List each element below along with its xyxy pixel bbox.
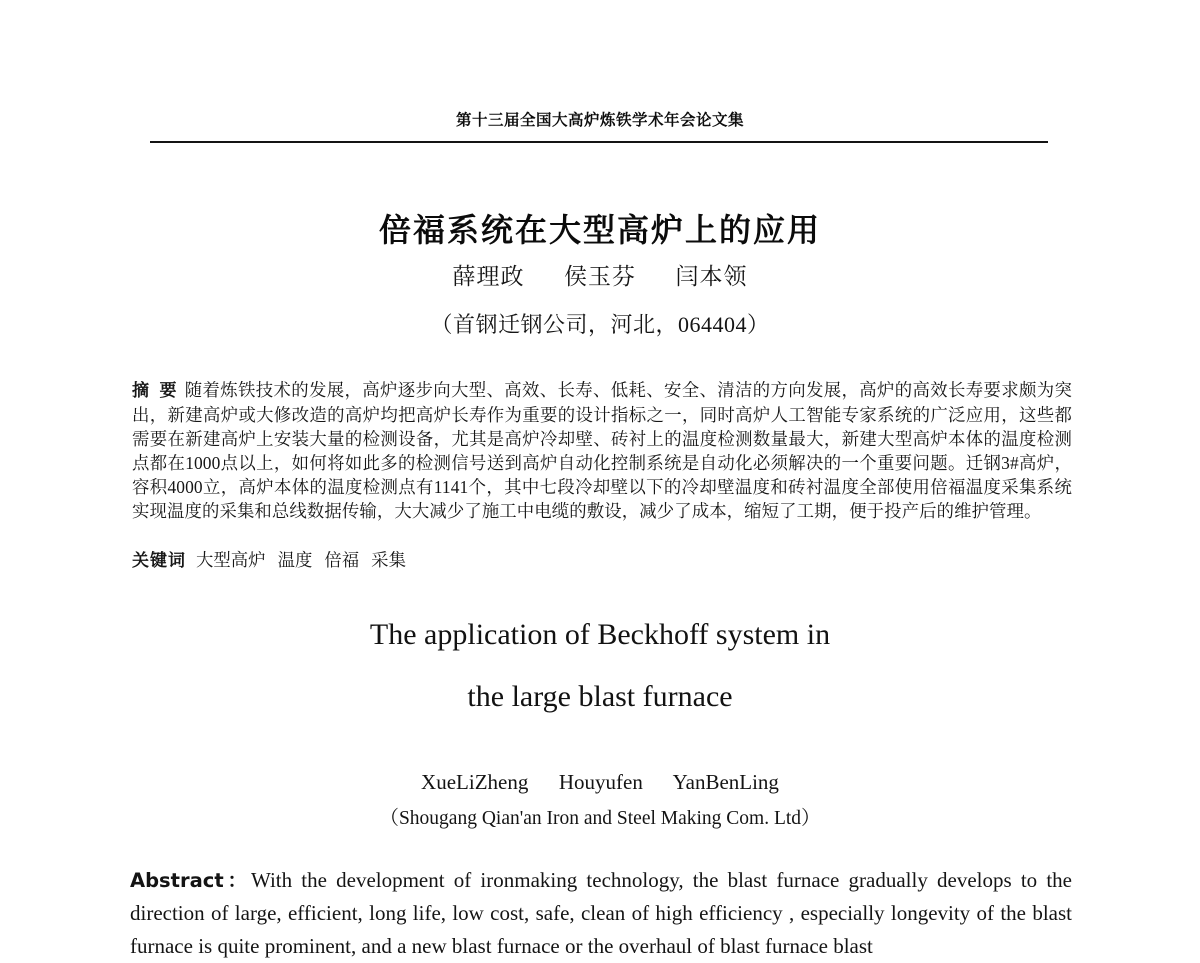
keyword-item: 采集 bbox=[371, 550, 406, 570]
author-name: 侯玉芬 bbox=[564, 264, 636, 289]
keywords-label-chinese: 关键词 bbox=[132, 551, 186, 571]
abstract-label-chinese: 摘 要 bbox=[132, 381, 179, 401]
header-divider-rule bbox=[150, 141, 1048, 143]
author-name: 闫本领 bbox=[675, 264, 748, 289]
keyword-item: 温度 bbox=[277, 550, 313, 570]
page-title-chinese: 倍福系统在大型高炉上的应用 bbox=[378, 211, 821, 250]
abstract-body-english: With the development of ironmaking technology, the blast furnace gradually develops to the direction of large, efficient, long life, low cost, safe, clean of high efficiency , especially longevity of the blast furnace is quite prominent, and a new blast furnace or the overhaul of blast furnace blast bbox=[130, 868, 1072, 958]
keyword-item: 倍福 bbox=[324, 550, 360, 570]
abstract-english bbox=[130, 864, 1072, 963]
affiliation-english: （Shougang Qian'an Iron and Steel Making Com. Ltd） bbox=[379, 808, 821, 829]
author-name: Houyufen bbox=[558, 770, 643, 794]
keywords-chinese bbox=[132, 548, 1072, 573]
abstract-chinese bbox=[132, 378, 1072, 524]
author-name: XueLiZheng bbox=[421, 770, 529, 794]
author-list-english bbox=[0, 770, 1200, 795]
author-name: 薛理政 bbox=[452, 264, 525, 289]
abstract-body-chinese: 随着炼铁技术的发展，高炉逐步向大型、高效、长寿、低耗、安全、清洁的方向发展，高炉的高效长寿要求颇为突出，新建高炉或大修改造的高炉均把高炉长寿作为重要的设计指标之一，同时高炉人工智能专家系统的广泛应用，这些都需要在新建高炉上安装大量的检测设备，尤其是高炉冷却壁、砖衬上的温度检测数量最大，新建大型高炉本体的温度检测点都在1000点以上，如何将如此多的检测信号送到高炉自动化控制系统是自动化必须解决的一个重要问题。迁钢3#高炉，容积4000立，高炉本体的温度检测点有1141个，其中七段冷却壁以下的冷却壁温度和砖衬温度全部使用倍福温度采集系统实现温度的采集和总线数据传输，大大减少了施工中电缆的敷设，减少了成本，缩短了工期，便于投产后的维护管理。 bbox=[132, 380, 1072, 522]
author-list-chinese bbox=[0, 258, 1200, 291]
keyword-item: 大型高炉 bbox=[196, 550, 266, 570]
abstract-label-english: Abstract： bbox=[130, 869, 251, 892]
running-header: 第十三届全国大高炉炼铁学术年会论文集 bbox=[455, 111, 744, 129]
page-title-english-line-1: The application of Beckhoff system in bbox=[369, 618, 831, 651]
affiliation-chinese: （首钢迁钢公司，河北，064404） bbox=[430, 312, 770, 337]
author-name: YanBenLing bbox=[672, 770, 779, 794]
page-title-english-line-2: the large blast furnace bbox=[467, 680, 733, 713]
